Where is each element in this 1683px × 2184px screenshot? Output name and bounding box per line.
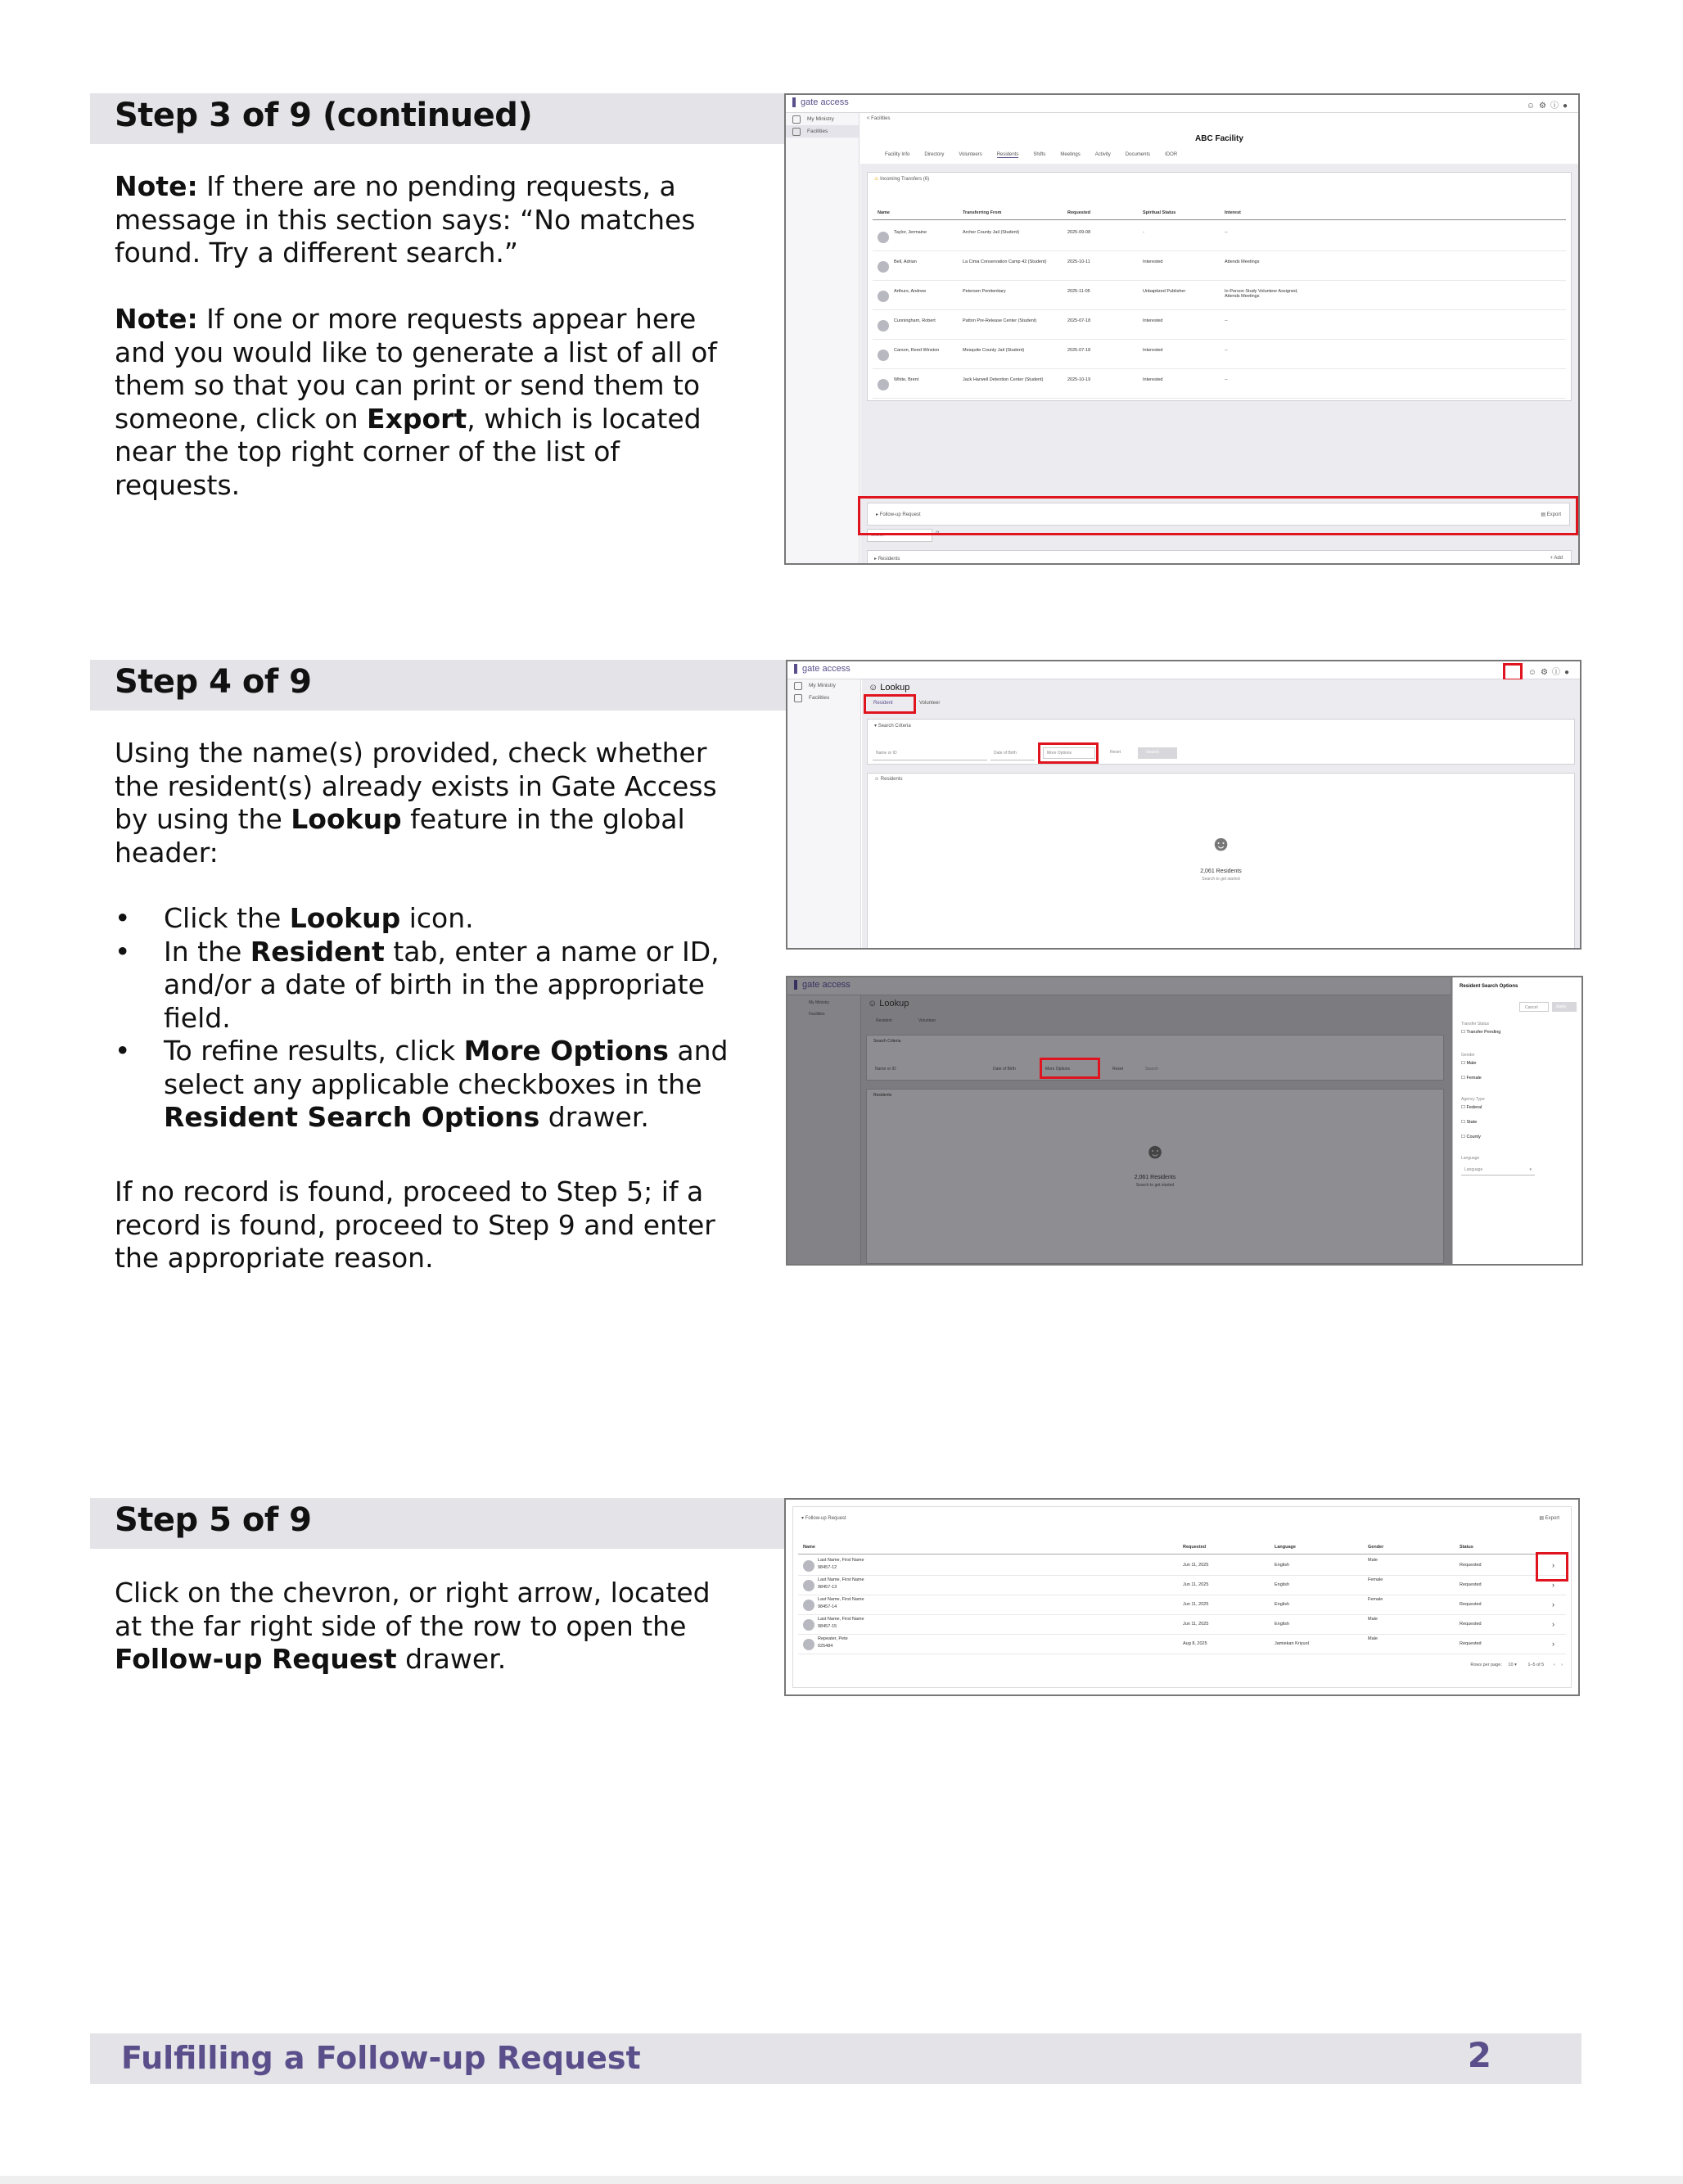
avatar [803,1560,814,1572]
col-gender: Gender [1368,1545,1384,1550]
tab-resident[interactable]: Resident [873,701,893,706]
step4-outro [115,1175,745,1275]
bullet-bold: Resident Search Options [164,1101,540,1133]
avatar [803,1639,814,1650]
export-button[interactable]: ▤ Export [1541,512,1561,517]
table-row[interactable] [798,1615,1566,1635]
table-row[interactable] [873,223,1566,251]
cell: Archer County Jail (Student) [963,230,1020,235]
tab-shifts[interactable]: Shifts [1033,152,1046,157]
table-row[interactable] [873,312,1566,340]
gate-access-logo: gate access [794,980,851,990]
chevron-down-icon: ▾ [1529,1167,1532,1172]
table-row[interactable] [798,1576,1566,1595]
residents-results-card [867,773,1575,950]
followup-title-text: Follow-up Request [805,1516,846,1521]
col-status: Status [1460,1545,1473,1550]
export-highlight-box [858,496,1578,535]
facility-name: ABC Facility [1195,134,1243,143]
apply-label: Apply [1556,1004,1567,1009]
header-icons: ☺⚙ⓘ● [1526,102,1572,111]
avatar [878,350,889,361]
col-name: Name [803,1545,815,1550]
followup-header-row [798,1545,1566,1555]
residents-label: ▸ Residents [874,557,900,562]
cell: Cunningham, Robert [894,318,936,323]
cell: In-Person Study Volunteer Assigned, Attends Meetings [1225,289,1298,299]
cell: Carson, Reed Winston [894,348,940,353]
chevron-right-icon[interactable]: › [1552,1561,1554,1569]
cell-name: Last Name, First Name [818,1617,864,1622]
export-keyword: Export [367,402,467,435]
tab-activity[interactable]: Activity [1094,152,1111,157]
avatar [878,232,889,243]
cell-requested: Jun 11, 2025 [1183,1582,1209,1587]
chevron-right-icon[interactable]: › [1552,1600,1554,1609]
chevron-right-icon[interactable]: › [1552,1640,1554,1648]
app-header [786,95,1578,113]
cell-status: Requested [1460,1563,1482,1568]
intro-text: feature in the global header: [115,803,685,869]
warning-icon: ⚠ [874,177,879,182]
search-button[interactable] [1138,747,1177,759]
cell: White, Brent [894,377,919,382]
step3-header [90,93,794,144]
lookup-main [862,679,1580,948]
checkbox-state[interactable]: ☐ State [1461,1120,1478,1125]
lookup-screenshot [786,660,1581,950]
resident-search-options-drawer [1452,977,1581,1264]
cell-gender: Male [1368,1558,1378,1563]
cell-gender: Male [1368,1617,1378,1622]
followup-keyword: Follow-up Request [115,1643,397,1675]
page-bottom-strip [0,2176,1683,2184]
residents-hint: Search to get started [1202,877,1240,882]
avatar [803,1580,814,1591]
table-row[interactable] [798,1556,1566,1576]
language-select[interactable] [1461,1164,1535,1175]
resident-tab-highlight [864,694,916,714]
next-page-icon[interactable]: › [1561,1663,1563,1667]
footer-title: Fulfilling a Follow-up Request [121,2040,641,2076]
avatar [878,261,889,273]
cell: Interested [1143,348,1163,353]
cell-id: 98457-14 [818,1604,837,1609]
cell: -- [1225,318,1228,323]
cell-id: 025484 [818,1644,833,1649]
name-placeholder: Name or ID [876,751,897,756]
search-icon[interactable]: ⚲ [936,531,940,536]
cell-status: Requested [1460,1641,1482,1646]
avatar [803,1619,814,1631]
cell: Petersen Penitentiary [963,289,1006,294]
more-options-highlight [1038,742,1099,764]
dob-placeholder: Date of Birth [994,751,1017,756]
female-text: Female [1466,1076,1482,1081]
step4-title: Step 4 of 9 [115,663,312,701]
transfer-status-label: Transfer Status [1461,1022,1489,1027]
cell-gender: Female [1368,1597,1383,1602]
page-number: 2 [1467,2035,1491,2075]
col-transferring: Transferring From [963,210,1002,215]
criteria-text: Search Criteria [873,1039,901,1044]
pagination [1470,1663,1563,1667]
cell-name: Repeater, Pete [818,1636,848,1641]
step5-text-b: drawer. [396,1643,507,1675]
more-options-label: More Options [1045,1067,1071,1072]
cell: -- [1225,348,1228,353]
cell-requested: Jun 11, 2025 [1183,1563,1209,1568]
cell: Jack Harwell Detention Center (Student) [963,377,1044,382]
rows-per-page-select[interactable]: 10 [1508,1663,1514,1667]
note-text: , which is located near the top right corner of the list of requests. [115,402,702,501]
step4-bullets [115,902,753,1135]
cell: 2025-10-19 [1067,377,1091,382]
bullet-text: and select any applicable checkboxes in the [164,1035,729,1100]
followup-card [792,1506,1572,1688]
gate-access-logo: gate access [794,664,851,674]
sidebar [786,113,860,563]
cell: La Cima Conservation Camp 42 (Student) [963,259,1047,264]
facility-screenshot [784,93,1580,565]
search-placeholder: Search [871,533,884,538]
bullet-bold: More Options [463,1035,669,1067]
cell: -- [1225,230,1228,235]
cell-id: 98457-13 [818,1585,837,1590]
criteria-text: Search Criteria [878,724,911,729]
step5-text [115,1577,745,1676]
tab-residents[interactable]: Residents [996,152,1019,157]
incoming-header-row [873,210,1566,220]
tab-resident: Resident [876,1018,892,1023]
page-footer [90,2033,1581,2084]
bullet-bold: Resident [250,935,385,968]
col-spiritual: Spiritual Status [1143,210,1176,215]
lookup-title-text: Lookup [879,999,909,1009]
gate-access-logo: gate access [792,97,849,107]
sidebar-item-ministry[interactable]: My Ministry [786,113,859,125]
breadcrumb[interactable]: < Facilities [867,116,891,121]
dob-input[interactable] [990,746,1035,760]
chevron-right-icon[interactable]: › [1552,1581,1554,1589]
col-language: Language [1275,1545,1296,1550]
outro-text: If no record is found, proceed to Step 5; if a record is found, proceed to Step 9 and enter the appropriate reason. [115,1175,715,1274]
avatar [803,1600,814,1611]
sidebar-item-facilities[interactable]: Facilities [786,125,859,138]
cell-status: Requested [1460,1602,1482,1607]
drawer-cancel-button[interactable] [1519,1002,1549,1012]
app-header [787,661,1580,679]
cell-requested: Aug 8, 2025 [1183,1641,1207,1646]
county-text: County [1466,1135,1481,1139]
cell-status: Requested [1460,1582,1482,1587]
followup-card-title: ▾ Follow-up Request [801,1516,846,1521]
checkbox-male[interactable]: ☐ Male [1461,1061,1477,1066]
note-label: Note: [115,170,198,202]
agency-type-label: Agency Type [1461,1097,1485,1102]
cell: Interested [1143,318,1163,323]
cell: 2025-07-18 [1067,348,1091,353]
cell-name: Last Name, First Name [818,1558,864,1563]
more-options-label: More Options [1047,751,1072,756]
export-button[interactable]: ▤ Export [1539,1516,1559,1521]
name-placeholder: Name or ID [875,1067,896,1072]
lookup-title: ☺ Lookup [868,999,909,1009]
dimmed-results-card [866,1089,1444,1264]
cell: Bell, Adrian [894,259,917,264]
col-name: Name [878,210,890,215]
cell-gender: Female [1368,1577,1383,1582]
sidebar [787,679,861,948]
state-text: State [1466,1120,1478,1125]
prev-page-icon[interactable]: ‹ [1553,1663,1555,1667]
checkbox-female[interactable]: ☐ Female [1461,1076,1482,1081]
residents-card[interactable] [867,550,1572,565]
step4-header [90,660,794,711]
table-row[interactable] [873,282,1566,310]
step3-note2 [115,303,745,502]
lookup-keyword: Lookup [291,803,402,835]
more-options-highlight [1040,1058,1100,1079]
sidebar-item-ministry: My Ministry [809,1000,830,1005]
incoming-transfers-card [867,172,1572,401]
bullet-text: tab, enter a name or ID, and/or a date of birth in the appropriate field. [164,935,720,1034]
cell: Taylor, Jermaine [894,230,927,235]
cell: 2025-09-08 [1067,230,1091,235]
dimmed-criteria-card [866,1035,1444,1081]
col-requested: Requested [1067,210,1091,215]
add-button[interactable]: + Add [1550,556,1563,561]
residents-section-text: Residents [873,1093,892,1098]
drawer-title: Resident Search Options [1460,984,1518,989]
page-range: 1–5 of 5 [1527,1663,1545,1667]
bullet-text: To refine results, click [164,1035,464,1067]
bullet-item [115,936,753,1036]
table-row[interactable] [873,253,1566,281]
cell-requested: Jun 11, 2025 [1183,1602,1209,1607]
step4-intro [115,737,745,869]
lookup-title-text: Lookup [880,683,910,693]
drawer-apply-button[interactable] [1552,1002,1577,1012]
tab-documents[interactable]: Documents [1125,152,1151,157]
cell-language: English [1275,1582,1290,1587]
followup-label: ▸ Follow-up Request [876,512,921,517]
step3-note1 [115,170,745,270]
cell: Attends Meetings [1225,259,1260,264]
cell: Interested [1143,259,1163,264]
cell: Unbaptized Publisher [1143,289,1186,294]
transfer-pending-text: Transfer Pending [1466,1030,1501,1035]
chevron-down-icon: ▾ [1514,1663,1517,1667]
cell-name: Last Name, First Name [818,1577,864,1582]
col-interest: Interest [1225,210,1241,215]
residents-section-text: Residents [880,777,903,782]
residents-section-label: ☺ Residents [874,777,903,782]
cell-requested: Jun 11, 2025 [1183,1622,1209,1627]
incoming-transfers-label: Incoming Transfers (6) [880,177,930,182]
cell: 2025-10-11 [1067,259,1090,264]
cell-language: English [1275,1622,1290,1627]
intro-text: Using the name(s) provided, check whether the resident(s) already exists in Gate Access by using the [115,737,717,835]
bullet-bold: Lookup [289,902,401,934]
bullet-text: Click the [164,902,290,934]
cell: Patton Pre-Release Center (Student) [963,318,1037,323]
chevron-highlight-box [1536,1552,1568,1582]
cell-id: 98457-12 [818,1565,837,1570]
cell: Interested [1143,377,1163,382]
col-requested: Requested [1183,1545,1207,1550]
tab-volunteer: Volunteer [918,1018,936,1023]
residents-group-icon: ☻ [1209,831,1233,855]
language-placeholder: Language [1464,1167,1483,1172]
avatar [878,320,889,332]
gender-label: Gender [1461,1053,1475,1058]
export-text: Export [1546,512,1561,517]
language-label: Language [1461,1156,1480,1161]
cell-gender: Male [1368,1636,1378,1641]
note-text: If one or more requests appear here and you would like to generate a list of all of them so that you can print or send them to someone, click on [115,303,717,435]
tab-directory[interactable]: Directory [924,152,945,157]
tab-meetings[interactable]: Meetings [1060,152,1081,157]
tab-volunteer[interactable]: Volunteer [919,701,941,706]
search-label: Search [1146,750,1159,755]
followup-screenshot [784,1498,1580,1696]
checkbox-transfer-pending[interactable]: ☐ Transfer Pending [1461,1030,1501,1035]
search-criteria-label: ▾ Search Criteria [874,724,911,729]
cancel-label: Cancel [1525,1005,1538,1010]
step5-header [90,1498,794,1549]
table-row[interactable] [798,1635,1566,1654]
residents-count: 2,061 Residents [1134,1175,1176,1180]
export-text: Export [1545,1516,1559,1521]
dimmed-header [787,977,1451,995]
table-row[interactable] [798,1595,1566,1615]
tab-facility-info[interactable]: Facility Info [885,152,910,157]
search-criteria-card [867,719,1575,765]
dob-placeholder: Date of Birth [993,1067,1016,1072]
cell-language: English [1275,1602,1290,1607]
name-id-input[interactable] [873,746,987,760]
followup-text: Follow-up Request [879,512,921,517]
residents-count: 2,061 Residents [1200,869,1242,874]
cell: 2025-11-05 [1067,289,1090,294]
header-icons: ☺⚙ⓘ● [1527,668,1573,677]
lookup-icon-highlight [1503,663,1523,681]
rows-per-page-label: Rows per page: [1470,1663,1502,1667]
step5-text-a: Click on the chevron, or right arrow, located at the far right side of the row to open the [115,1577,711,1642]
federal-text: Federal [1466,1105,1482,1110]
cell-name: Last Name, First Name [818,1597,864,1602]
cell-status: Requested [1460,1622,1482,1627]
reset-label: Reset [1112,1067,1124,1072]
facility-tabs [885,152,1177,158]
cell-language: English [1275,1563,1290,1568]
bullet-text: icon. [400,902,474,934]
cell: - [1143,230,1144,235]
residents-hint: Search to get started [1135,1183,1175,1188]
male-text: Male [1466,1061,1477,1066]
cell: Mesquite County Jail (Student) [963,348,1025,353]
avatar [878,291,889,302]
sidebar-item-ministry[interactable]: My Ministry [787,679,860,692]
cell: -- [1225,377,1228,382]
table-row[interactable] [873,371,1566,399]
cell: Arthurs, Andrew [894,289,927,294]
checkbox-county[interactable]: ☐ County [1461,1135,1481,1139]
chevron-right-icon[interactable]: › [1552,1620,1554,1628]
tab-volunteers[interactable]: Volunteers [959,152,982,157]
tab-idor[interactable]: IDOR [1165,152,1178,157]
bullet-item [115,1035,753,1135]
cell-language: Jamiekan Kriyuol [1275,1641,1309,1646]
reset-button[interactable]: Reset [1110,750,1121,755]
table-row[interactable] [873,341,1566,369]
checkbox-federal[interactable]: ☐ Federal [1461,1105,1482,1110]
sidebar-item-facilities[interactable]: Facilities [787,692,860,704]
bullet-text: drawer. [539,1101,649,1133]
lookup-drawer-screenshot [786,976,1583,1266]
bullet-text: In the [164,935,250,968]
cell-id: 98457-15 [818,1624,837,1629]
cell: 2025-07-18 [1067,318,1091,323]
residents-text: Residents [878,557,900,562]
step5-title: Step 5 of 9 [115,1501,312,1539]
bullet-item [115,902,753,936]
dimmed-sidebar [787,995,861,1264]
note-text: If there are no pending requests, a message in this section says: “No matches found. Try a different search.” [115,170,696,268]
residents-group-icon: ☻ [1144,1139,1166,1163]
sidebar-item-facilities: Facilities [809,1012,825,1017]
search-label: Search [1145,1067,1158,1072]
note-label: Note: [115,303,198,335]
step3-title: Step 3 of 9 (continued) [115,97,533,134]
lookup-title: ☺ Lookup [869,683,910,693]
avatar [878,379,889,390]
incoming-transfers-title [874,176,929,182]
